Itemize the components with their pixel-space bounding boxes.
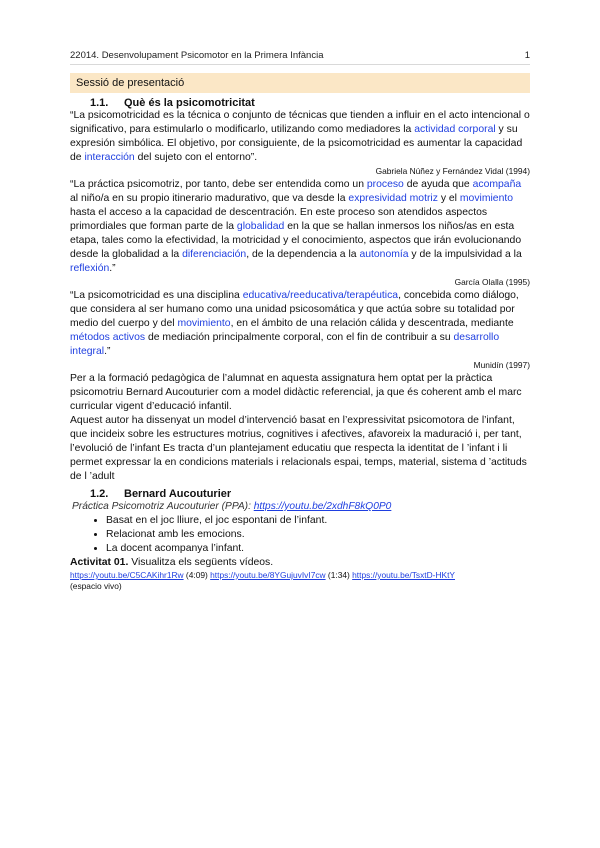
session-band: Sessió de presentació bbox=[70, 73, 530, 93]
highlight-term: diferenciación bbox=[182, 249, 247, 260]
highlight-term: reflexión bbox=[70, 263, 110, 274]
section-heading-1 bbox=[90, 97, 530, 109]
highlight-term: interacción bbox=[84, 152, 135, 163]
section-title: Bernard Aucouturier bbox=[124, 488, 232, 500]
highlight-term: desarrollo integral bbox=[70, 332, 500, 357]
highlight-term: educativa/reeducativa/terapéutica bbox=[242, 290, 399, 301]
highlight-term: autonomía bbox=[359, 249, 409, 260]
quote-3: “La psicomotricidad es una disciplina educativa/reeducativa/terapéutica, concebida como diálogo, que considera al ser humano como una unidad psicosomática y que actúa sobre su totalidad por medio del cuerpo y del movimiento, en el ámbito de una relación cálida y descentrada, mediante métodos activos de mediación principalmente corporal, con el fin de contribuir a su desarrollo integral.” bbox=[70, 290, 519, 357]
video-link-3[interactable]: https://youtu.be/TsxtD-HKtY bbox=[352, 570, 456, 580]
video-link-1[interactable]: https://youtu.be/C5CAKihr1Rw bbox=[70, 570, 184, 580]
video-links bbox=[70, 570, 530, 592]
highlight-term: métodos activos bbox=[70, 332, 146, 343]
list-item: • Basat en el joc lliure, el joc espontani de l’infant. bbox=[106, 514, 530, 528]
ppa-line bbox=[72, 500, 530, 514]
highlight-term: actividad corporal bbox=[414, 124, 496, 135]
quote-1: “La psicomotricidad es la técnica o conjunto de técnicas que tienden a influir en el acto intencional o significativo, para estimularlo o modificarlo, utilizando como mediadores la actividad corporal y su expresión simbólica. El objetivo, por consiguiente, de la psicomotricidad es aumentar la capacidad de interacción del sujeto con el entorno”. bbox=[70, 110, 530, 163]
highlight-term: movimiento bbox=[459, 193, 514, 204]
list-item: • Relacionat amb les emocions. bbox=[106, 528, 530, 542]
page-number: 1 bbox=[524, 50, 530, 61]
document-page bbox=[70, 50, 530, 592]
highlight-term: globalidad bbox=[236, 221, 285, 232]
section-number: 1.2. bbox=[90, 488, 109, 500]
section-heading-2 bbox=[90, 488, 530, 500]
video-duration: (4:09) bbox=[183, 570, 211, 580]
highlight-term: movimiento bbox=[177, 318, 231, 329]
paragraph-pedagogical: Per a la formació pedagògica de l’alumnat en aquesta assignatura hem optat per la pràctica psicomotriu Bernard Aucouturier com a model didàctic referencial, ja que és coherent amb el marc curricular vigent d’educació infantil. bbox=[70, 373, 522, 412]
bullet-list bbox=[70, 514, 530, 556]
quote-attribution: Gabriela Núñez y Fernández Vidal (1994) bbox=[375, 166, 530, 176]
quote-attribution: García Olalla (1995) bbox=[454, 277, 530, 287]
activity-line bbox=[70, 556, 530, 570]
section-title: Què és la psicomotricitat bbox=[124, 97, 255, 109]
videos-note: (espacio vivo) bbox=[70, 581, 122, 591]
ppa-link[interactable]: https://youtu.be/2xdhF8kQ0P0 bbox=[253, 501, 392, 512]
header-title: 22014. Desenvolupament Psicomotor en la Primera Infància bbox=[70, 50, 324, 61]
highlight-term: proceso bbox=[366, 179, 404, 190]
section-number: 1.1. bbox=[90, 97, 109, 109]
quote-attribution: Munidín (1997) bbox=[473, 360, 530, 370]
video-duration: (1:34) bbox=[325, 570, 353, 580]
list-item: • La docent acompanya l’infant. bbox=[106, 542, 530, 556]
activity-text: Visualitza els següents vídeos. bbox=[128, 557, 274, 568]
highlight-term: acompaña bbox=[472, 179, 522, 190]
activity-label: Activitat 01. bbox=[70, 557, 129, 568]
highlight-term: expresividad motriz bbox=[348, 193, 438, 204]
quote-2: “La práctica psicomotriz, por tanto, debe ser entendida como un proceso de ayuda que acompaña al niño/a en su propio itinerario madurativo, que va desde la expresividad motriz y el movimiento hasta el acceso a la capacidad de descentración. En este proceso son atendidos aspectos primordiales que forman parte de la globalidad en la que se hallan inmersos los niños/as en esta etapa, tales como la efectividad, la motricidad y el conocimiento, aspectos que irán evolucionando desde la globalidad a la diferenciación, de la dependencia a la autonomía y de la impulsividad a la reflexión.” bbox=[70, 179, 522, 274]
paragraph-author-model: Aquest autor ha dissenyat un model d’intervenció basat en l’expressivitat psicomotora de l’infant, que incideix sobre les estructures motrius, cognitives i afectives, afavoreix la maduració i, per tant, l’evolució de l’infant Es tracta d’un plantejament educatiu que respecta la identitat de l ’infant i li permet expressar la en condicions materials i relacionals espai, temps, material, sistema d ’actituds de l ’adult bbox=[70, 415, 527, 482]
video-link-2[interactable]: https://youtu.be/8YGujuvIvI7cw bbox=[210, 570, 326, 580]
ppa-label: Práctica Psicomotriz Aucouturier (PPA): bbox=[72, 501, 254, 512]
page-header bbox=[70, 50, 530, 65]
